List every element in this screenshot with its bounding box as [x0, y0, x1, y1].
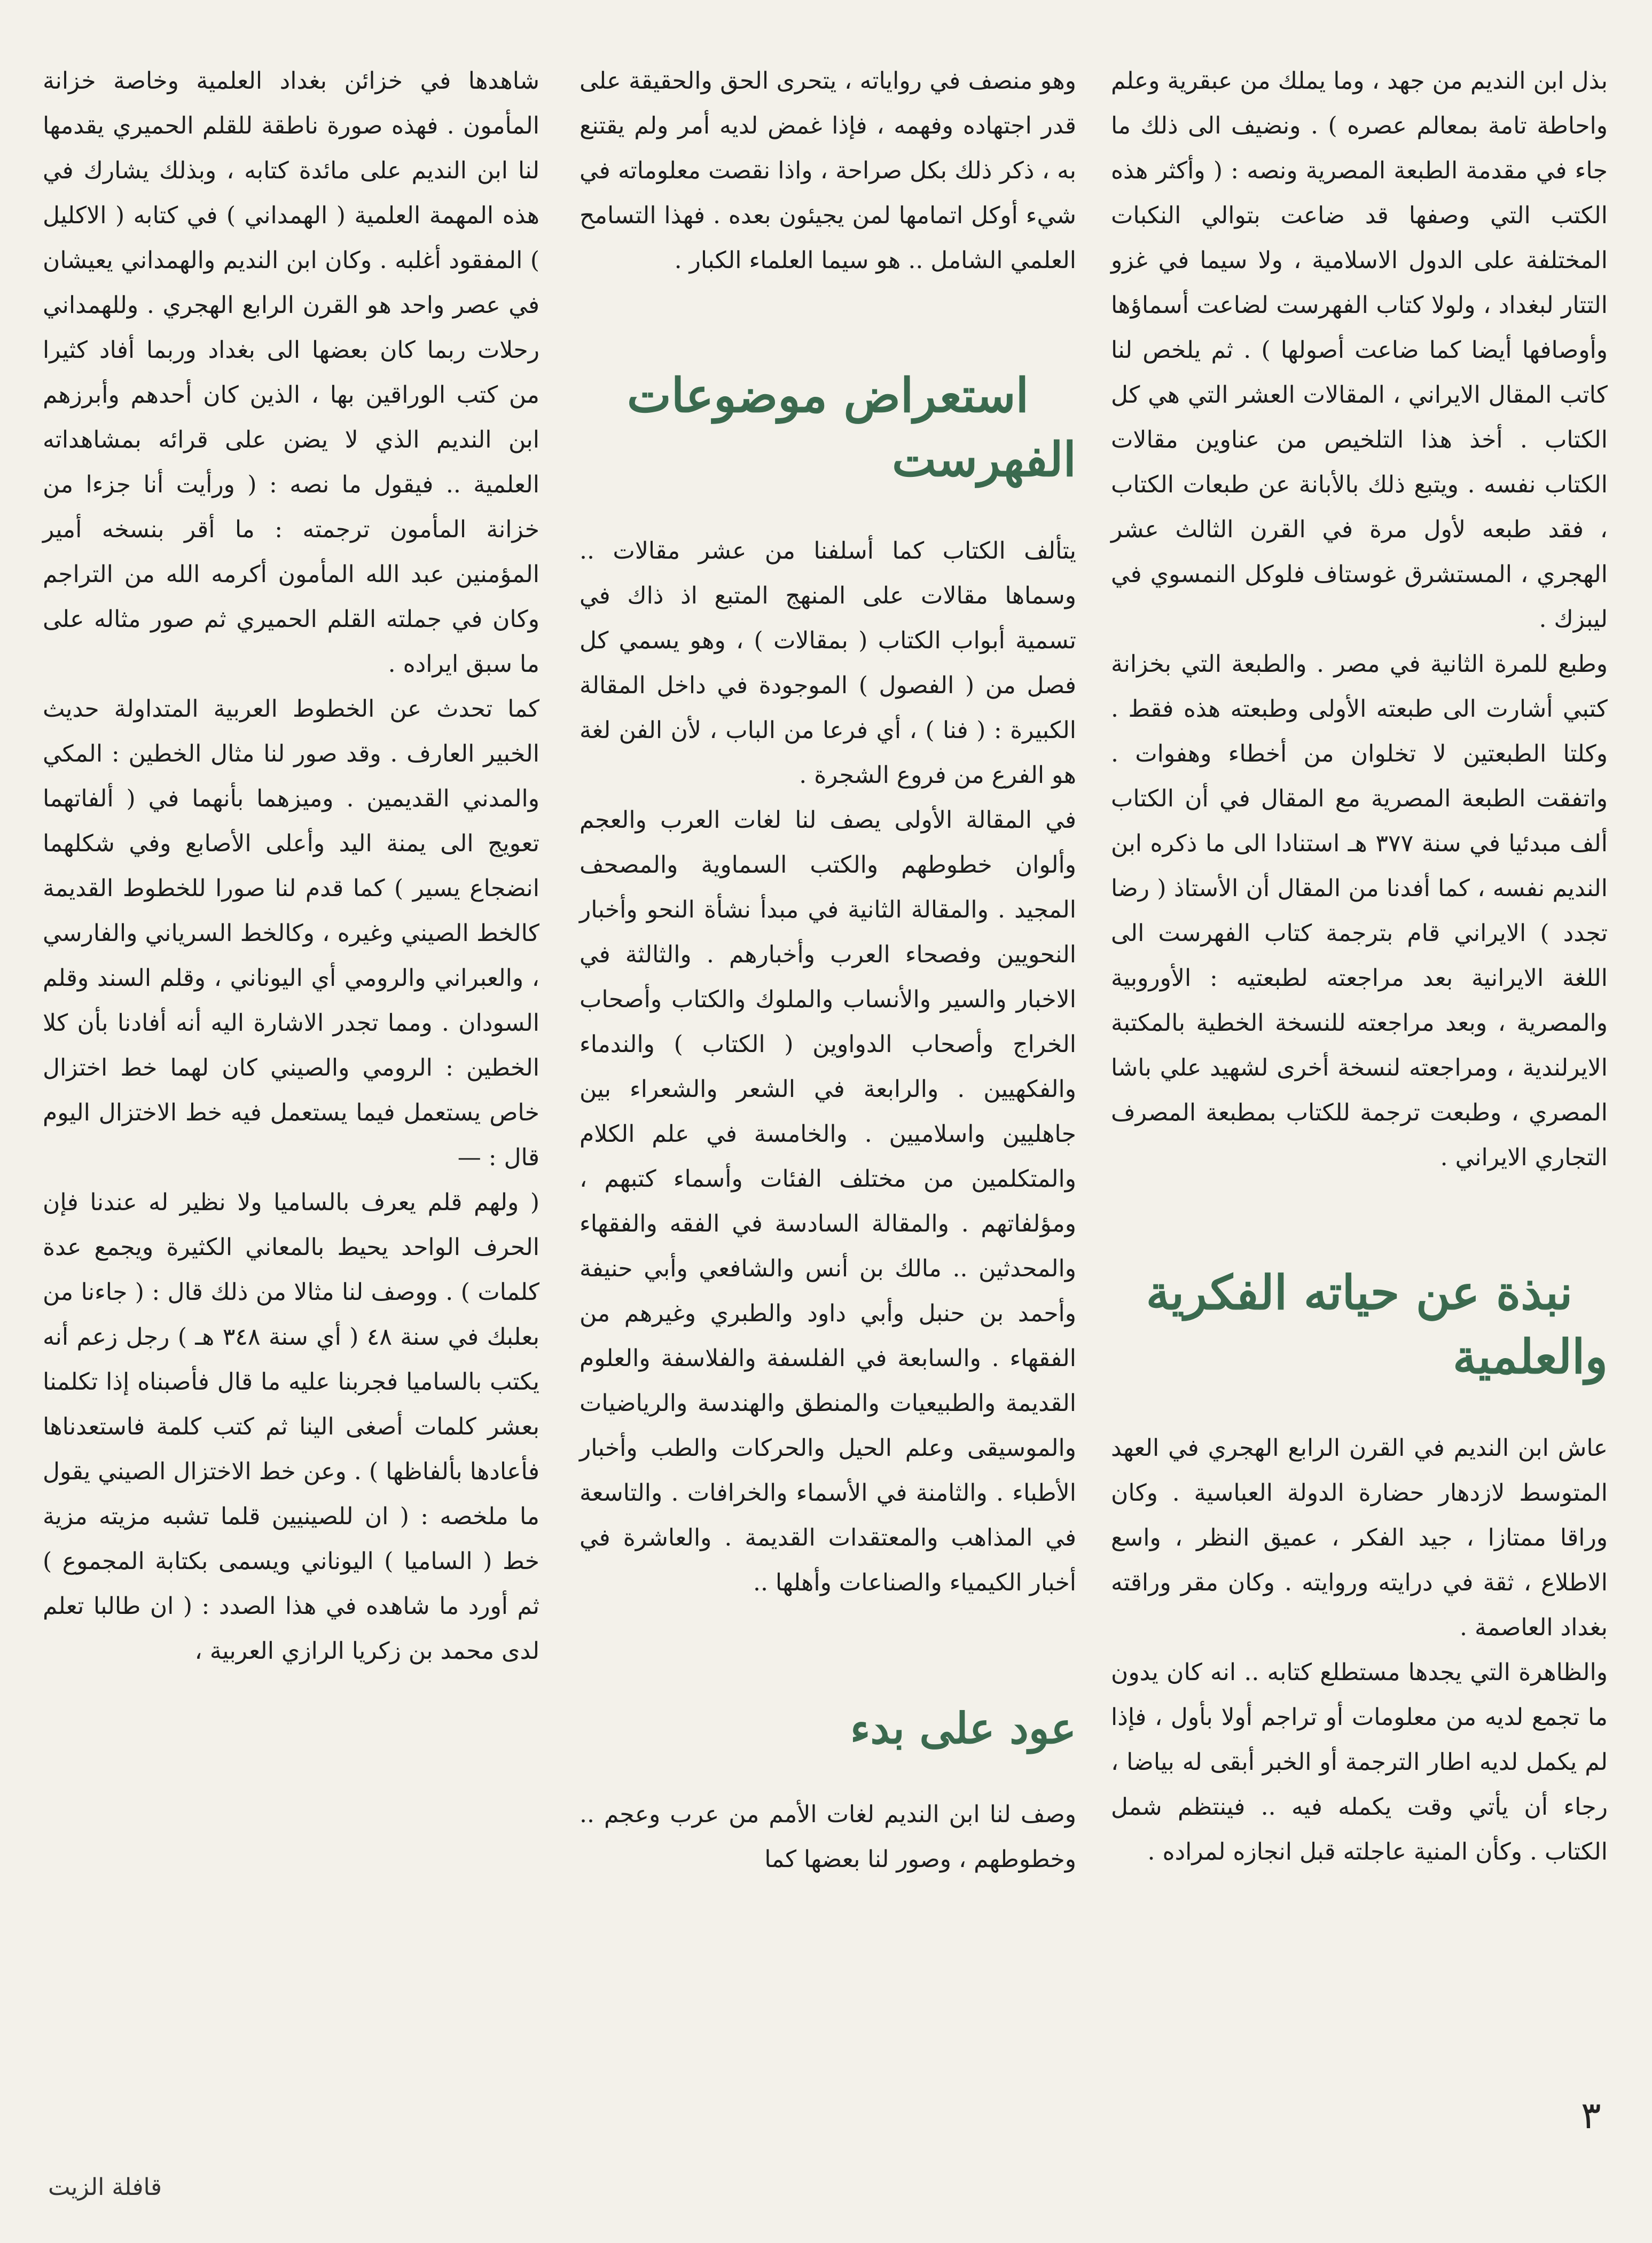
left-column [43, 59, 539, 1674]
paragraph: ( ولهم قلم يعرف بالساميا ولا نظير له عندنا فإن الحرف الواحد يحيط بالمعاني الكثيرة ويجمع عدة كلمات ) . ووصف لنا مثالا من ذلك قال : ( جاءنا من بعلبك في سنة ٤٨ ( أي سنة ٣٤٨ هـ ) رجل زعم أنه يكتب بالساميا فجربنا عليه ما قال فأصبناه إذا تكلمنا بعشر كلمات أصغى الينا ثم كتب كلمة فاستعدناها فأعادها بألفاظها ) . وعن خط الاختزال الصيني يقول ما ملخصه : ( ان للصينيين قلما تشبه مزيته مزية خط ( الساميا ) اليوناني ويسمى بكتابة المجموع ) ثم أورد ما شاهده في هذا الصدد : ( ان طالبا تعلم لدى محمد بن زكريا الرازي العربية ، [43, 1189, 539, 1665]
paragraph: في المقالة الأولى يصف لنا لغات العرب والعجم وألوان خطوطهم والكتب السماوية والمصحف المجيد . والمقالة الثانية في مبدأ نشأة النحو وأخبار النحويين وفصحاء العرب وأخبارهم . والثالثة في الاخبار والسير والأنساب والملوك والكتاب وأصحاب الخراج وأصحاب الدواوين ( الكتاب ) والندماء والفكهيين . والرابعة في الشعر والشعراء بين جاهليين واسلاميين . والخامسة في علم الكلام والمتكلمين من مختلف الفئات وأسماء كتبهم ، ومؤلفاتهم . والمقالة السادسة في الفقه والفقهاء والمحدثين .. مالك بن أنس والشافعي وأبي حنيفة وأحمد بن حنبل وأبي داود والطبري وغيرهم من الفقهاء . والسابعة في الفلسفة والفلاسفة والعلوم القديمة والطبيعيات والمنطق والهندسة والرياضيات والموسيقى وعلم الحيل والحركات والطب وأخبار الأطباء . والثامنة في الأسماء والخرافات . والتاسعة في المذاهب والمعتقدات القديمة . والعاشرة في أخبار الكيمياء والصناعات وأهلها .. [580, 806, 1076, 1596]
right-column [1111, 59, 1608, 1875]
paragraph: شاهدها في خزائن بغداد العلمية وخاصة خزانة المأمون . فهذه صورة ناطقة للقلم الحميري يقدمها لنا ابن النديم على مائدة كتابه ، وبذلك يشارك في هذه المهمة العلمية ( الهمداني ) في كتابه ( الاكليل ) المفقود أغلبه . وكان ابن النديم والهمداني يعيشان في عصر واحد هو القرن الرابع الهجري . وللهمداني رحلات ربما كان بعضها الى بغداد وربما أفاد كثيرا من كتب الوراقين بها ، الذين كان أحدهم وأبرزهم ابن النديم الذي لا يضن على قرائه بمشاهداته العلمية .. فيقول ما نصه : ( ورأيت أنا جزءا من خزانة المأمون ترجمته : ما أقر بنسخه أمير المؤمنين عبد الله المأمون أكرمه الله من التراجم وكان في جملته القلم الحميري ثم صور مثاله على ما سبق ايراده . [43, 67, 540, 678]
paragraph: كما تحدث عن الخطوط العربية المتداولة حديث الخبير العارف . وقد صور لنا مثال الخطين : المكي والمدني القديمين . وميزهما بأنهما في ( ألفاتهما تعويج الى يمنة اليد وأعلى الأصابع وفي شكلهما انضجاع يسير ) كما قدم لنا صورا للخطوط القديمة كالخط الصيني وغيره ، وكالخط السرياني والفارسي ، والعبراني والرومي أي اليوناني ، وقلم السند وقلم السودان . ومما تجدر الاشارة اليه أنه أفادنا بأن كلا الخطين : الرومي والصيني كان لهما خط اختزال خاص يستعمل فيما يستعمل فيه خط الاختزال اليوم قال : — [43, 695, 539, 1171]
section-heading: عود على بدء [850, 1703, 1076, 1753]
paragraph: بذل ابن النديم من جهد ، وما يملك من عبقرية وعلم واحاطة تامة بمعالم عصره ) . ونضيف الى ذلك ما جاء في مقدمة الطبعة المصرية ونصه : ( وأكثر هذه الكتب التي وصفها قد ضاعت بتوالي النكبات المختلفة على الدول الاسلامية ، ولا سيما في غزو التتار لبغداد ، ولولا كتاب الفهرست لضاعت أسماؤها وأوصافها أيضا كما ضاعت أصولها ) . ثم يلخص لنا كاتب المقال الايراني ، المقالات العشر التي هي كل الكتاب . أخذ هذا التلخيص من عناوين مقالات الكتاب نفسه . ويتبع ذلك بالأبانة عن طبعات الكتاب ، فقد طبعه لأول مرة في القرن الثالث عشر الهجري ، المستشرق غوستاف فلوكل النمسوي في ليبزك . [1111, 67, 1608, 633]
paragraph: عاش ابن النديم في القرن الرابع الهجري في العهد المتوسط لازدهار حضارة الدولة العباسية . وكان وراقا ممتازا ، جيد الفكر ، عميق النظر ، واسع الاطلاع ، ثقة في درايته وروايته . وكان مقر وراقته بغداد العاصمة . [1111, 1434, 1608, 1641]
page-number: ٣ [1581, 2093, 1601, 2137]
paragraph: والظاهرة التي يجدها مستطلع كتابه .. انه كان يدون ما تجمع لديه من معلومات أو تراجم أولا بأول ، فإذا لم يكمل لديه اطار الترجمة أو الخبر أبقى له بياضا ، رجاء أن يأتي وقت يكمله فيه .. فينتظم شمل الكتاب . وكأن المنية عاجلته قبل انجازه لمراده . [1111, 1659, 1608, 1865]
section-heading: نبذة عن حياته الفكرية والعلمية [1146, 1265, 1608, 1384]
paragraph: وهو منصف في رواياته ، يتحرى الحق والحقيقة على قدر اجتهاده وفهمه ، فإذا غمض لديه أمر ولم يقتنع به ، ذكر ذلك بكل صراحة ، واذا نقصت معلوماته في شيء أوكل اتمامها لمن يجيئون بعده . فهذا التسامح العلمي الشامل .. هو سيما العلماء الكبار . [580, 67, 1076, 274]
middle-column [580, 59, 1076, 1882]
publication-footer: قافلة الزيت [48, 2174, 162, 2201]
paragraph: يتألف الكتاب كما أسلفنا من عشر مقالات .. وسماها مقالات على المنهج المتبع اذ ذاك في تسمية أبواب الكتاب ( بمقالات ) ، وهو يسمي كل فصل من ( الفصول ) الموجودة في داخل المقالة الكبيرة : ( فنا ) ، أي فرعا من الباب ، لأن الفن لغة هو الفرع من فروع الشجرة . [580, 537, 1076, 789]
section-heading: استعراض موضوعات الفهرست [627, 367, 1076, 487]
paragraph: وصف لنا ابن النديم لغات الأمم من عرب وعجم .. وخطوطهم ، وصور لنا بعضها كما [580, 1801, 1076, 1873]
paragraph: وطبع للمرة الثانية في مصر . والطبعة التي بخزانة كتبي أشارت الى طبعته الأولى وطبعته هذه فقط . وكلتا الطبعتين لا تخلوان من أخطاء وهفوات . واتفقت الطبعة المصرية مع المقال في أن الكتاب ألف مبدئيا في سنة ٣٧٧ هـ استنادا الى ما ذكره ابن النديم نفسه ، كما أفدنا من المقال أن الأستاذ ( رضا تجدد ) الايراني قام بترجمة كتاب الفهرست الى اللغة الايرانية بعد مراجعته لطبعتيه : الأوروبية والمصرية ، وبعد مراجعته للنسخة الخطية بالمكتبة الايرلندية ، ومراجعته لنسخة أخرى لشهيد علي باشا المصري ، وطبعت ترجمة للكتاب بمطبعة المصرف التجاري الايراني . [1111, 650, 1608, 1171]
